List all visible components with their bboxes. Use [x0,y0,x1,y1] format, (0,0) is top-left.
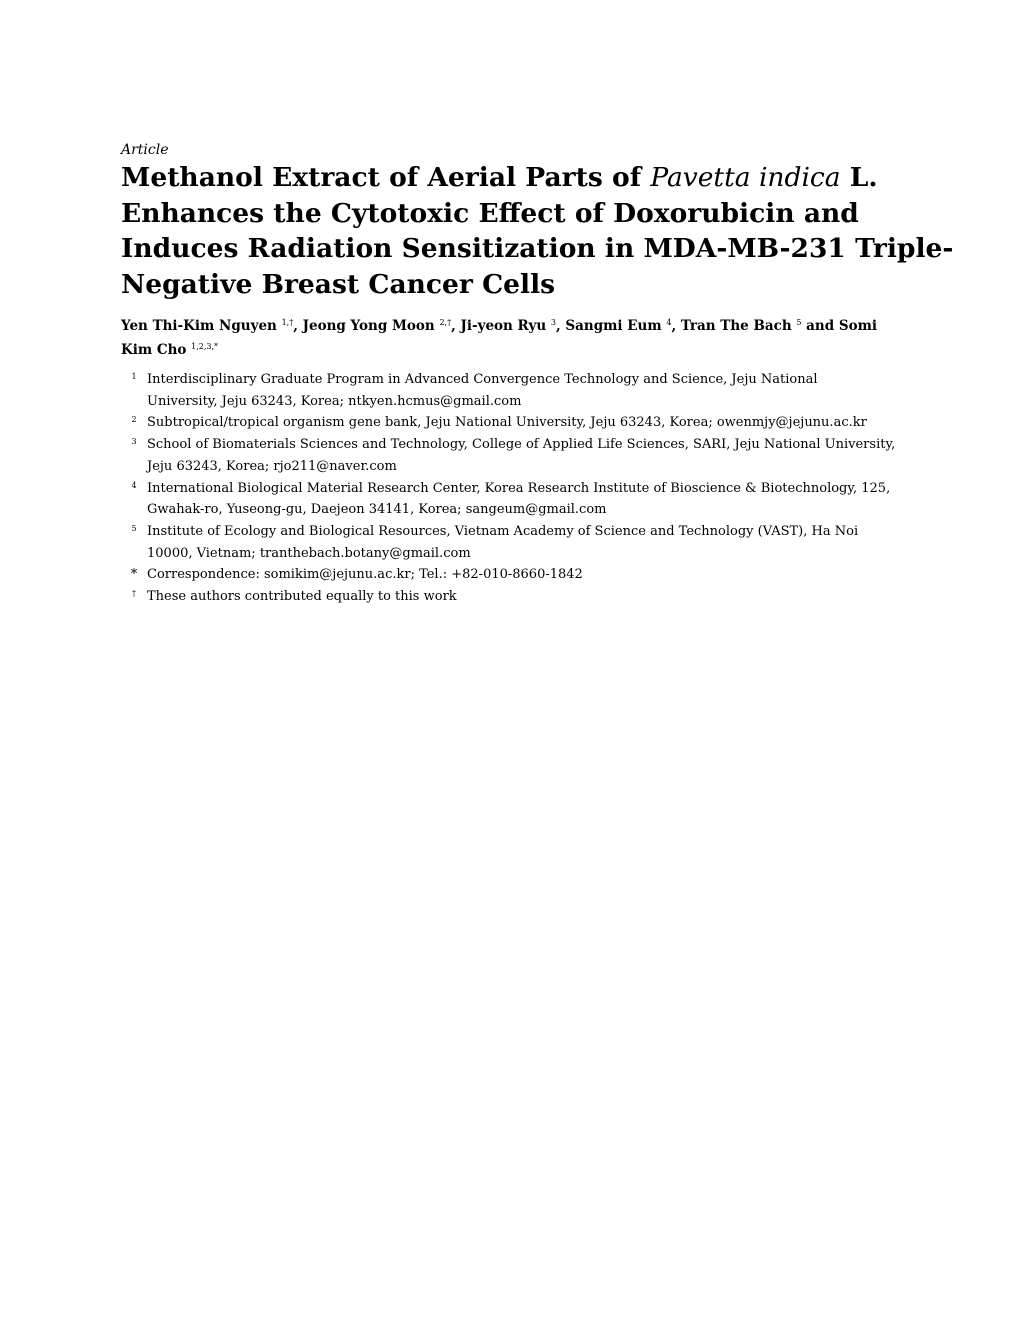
dagger-marker: † [132,589,136,599]
author-name: , Tran The Bach [671,318,797,334]
affiliation-number: 5 [131,523,137,533]
author-name: , Ji-yeon Ryu [451,318,551,334]
title-line-1 [121,160,911,196]
affiliation-text: International Biological Material Research Center, Korea Research Institute of Bioscience & Biotechnology, 125, [147,480,891,496]
author-affiliation-marker: 5 [796,318,802,327]
affiliation-item [121,369,911,412]
affiliation-text: Interdisciplinary Graduate Program in Advanced Convergence Technology and Science, Jeju National [147,372,818,387]
author-affiliation-marker: 1,† [281,318,294,327]
affiliation-number: 2 [131,415,137,425]
affiliation-number: 3 [131,437,137,447]
correspondence-marker: * [130,567,138,583]
author-affiliation-marker: 3 [550,318,556,327]
author-name: , Sangmi Eum [556,318,667,334]
affiliation-item [121,521,911,564]
author-list [121,314,896,362]
affiliation-text: University, Jeju 63243, Korea; ntkyen.hcmus@gmail.com [147,393,522,409]
affiliation-number: 1 [131,372,137,381]
affiliation-text: Subtropical/tropical organism gene bank, Jeju National University, Jeju 63243, Korea; owenmjy@jejunu.ac.kr [147,415,867,431]
author-affiliation-marker: 2,† [439,318,452,327]
affiliation-number: 4 [131,480,137,490]
equal-contribution-text: These authors contributed equally to this work [147,589,457,605]
affiliation-item [121,412,911,434]
affiliation-text: Institute of Ecology and Biological Resources, Vietnam Academy of Science and Technology (VAST), Ha Noi [147,523,859,539]
affiliation-text: School of Biomaterials Sciences and Technology, College of Applied Life Sciences, SARI, Jeju National University, [147,437,896,453]
author-name: Kim Cho [121,342,192,358]
affiliation-text: Gwahak-ro, Yuseong-gu, Daejeon 34141, Korea; sangeum@gmail.com [147,502,607,518]
title-line-3: Induces Radiation Sensitization in MDA-MB-231 Triple- [121,233,954,264]
correspondence-text: Correspondence: somikim@jejunu.ac.kr; Tel.: +82-010-8660-1842 [147,567,583,583]
author-line-2 [121,338,896,362]
author-name: , Jeong Yong Moon [293,318,440,334]
affiliation-item [121,434,911,477]
author-name: Yen Thi-Kim Nguyen [121,318,282,334]
affiliation-item [121,478,911,521]
author-affiliation-marker: 1,2,3,* [191,342,219,351]
article-type-label: Article [121,142,169,158]
title-line-2: Enhances the Cytotoxic Effect of Doxorubicin and [121,197,859,229]
title-text: Methanol Extract of Aerial Parts of [121,162,651,193]
affiliation-list [121,369,911,608]
affiliation-text: Jeju 63243, Korea; rjo211@naver.com [147,458,397,474]
title-species-name: Pavetta indica [650,162,841,193]
author-affiliation-marker: 4 [666,318,672,327]
equal-contribution-note [121,586,911,608]
author-line-1 [121,314,896,338]
title-line-4: Negative Breast Cancer Cells [121,268,556,300]
author-name: and Somi [801,318,878,334]
affiliation-text: 10000, Vietnam; tranthebach.botany@gmail.com [147,545,471,561]
paper-title [121,160,954,302]
correspondence-item [121,564,911,586]
title-text: L. [840,162,878,193]
